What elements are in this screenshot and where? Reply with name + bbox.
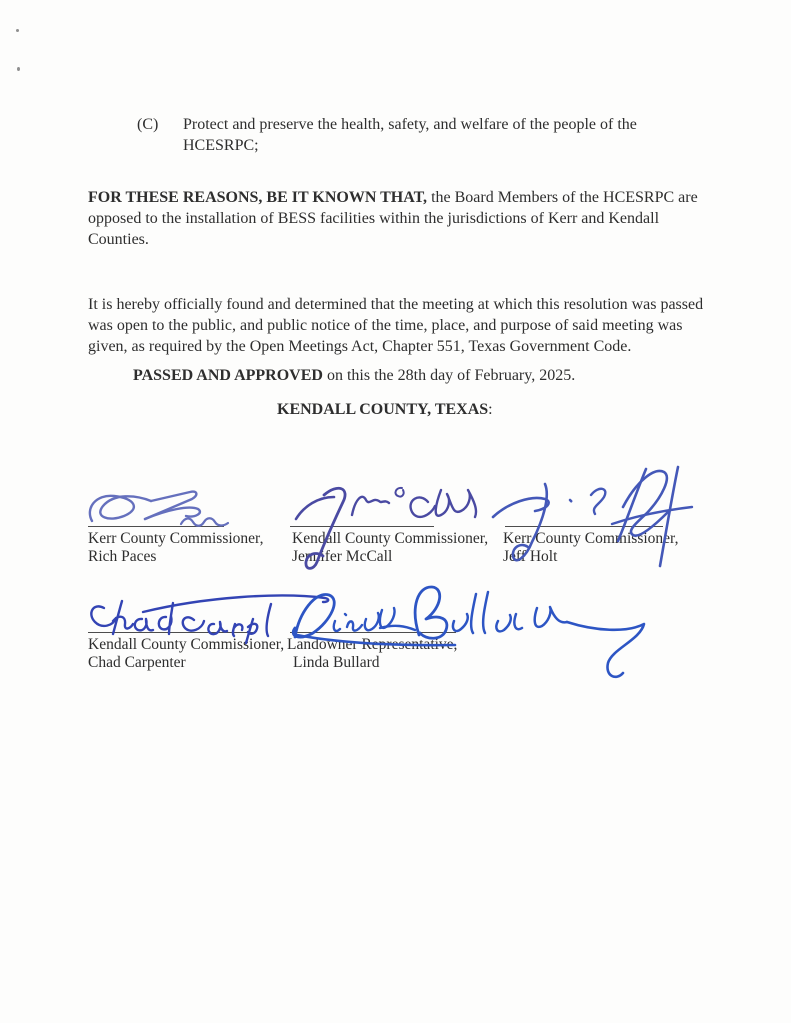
clause-c-label: (C) xyxy=(137,116,159,133)
passed-approved-bold: PASSED AND APPROVED xyxy=(133,367,323,384)
text-line: Counties. xyxy=(88,231,149,248)
signatory-role: Landowner Representative, xyxy=(287,636,458,653)
clause-c-line: HCESRPC; xyxy=(183,137,259,154)
signatory-name: Linda Bullard xyxy=(293,654,380,671)
signatory-name: Jeff Holt xyxy=(503,548,558,565)
signatory-role: Kerr County Commissioner, xyxy=(88,530,264,547)
text-line: was open to the public, and public notice of the time, place, and purpose of said meeting was xyxy=(88,317,683,334)
scan-speck xyxy=(16,29,19,32)
signatory-role: Kerr County Commissioner, xyxy=(503,530,679,547)
clause-c-line: Protect and preserve the health, safety, and welfare of the people of the xyxy=(183,116,637,133)
signatory-role: Kendall County Commissioner, xyxy=(292,530,489,547)
signature-ink-linda-bullard xyxy=(283,583,653,698)
open-meetings-paragraph xyxy=(88,294,703,357)
text-line: opposed to the installation of BESS facilities within the jurisdictions of Kerr and Kendall xyxy=(88,210,660,227)
county-heading-bold: KENDALL COUNTY, TEXAS xyxy=(277,401,489,418)
signatory-name: Rich Paces xyxy=(88,548,157,565)
text-line: It is hereby officially found and determined that the meeting at which this resolution was passed xyxy=(88,296,704,313)
scan-speck xyxy=(17,67,20,71)
passed-approved-rest: on this the 28th day of February, 2025. xyxy=(322,367,576,384)
county-heading-colon: : xyxy=(488,401,493,418)
resolution-line1-rest: the Board Members of the HCESRPC are xyxy=(427,189,698,206)
signatory-name: Chad Carpenter xyxy=(88,654,186,671)
signatory-role: Kendall County Commissioner, xyxy=(88,636,285,653)
signature-ink-rich-paces xyxy=(83,486,238,534)
text-line xyxy=(88,187,698,208)
resolution-paragraph xyxy=(88,187,698,250)
signatory-name: Jennifer McCall xyxy=(292,548,393,565)
resolution-bold-lead: FOR THESE REASONS, BE IT KNOWN THAT, xyxy=(88,189,428,206)
text-line: given, as required by the Open Meetings Act, Chapter 551, Texas Government Code. xyxy=(88,338,632,355)
signature-ink-jennifer-mccall xyxy=(288,475,478,575)
signature-ink-jeff-holt xyxy=(488,462,696,580)
county-heading xyxy=(277,399,493,420)
passed-approved-line xyxy=(133,365,575,386)
